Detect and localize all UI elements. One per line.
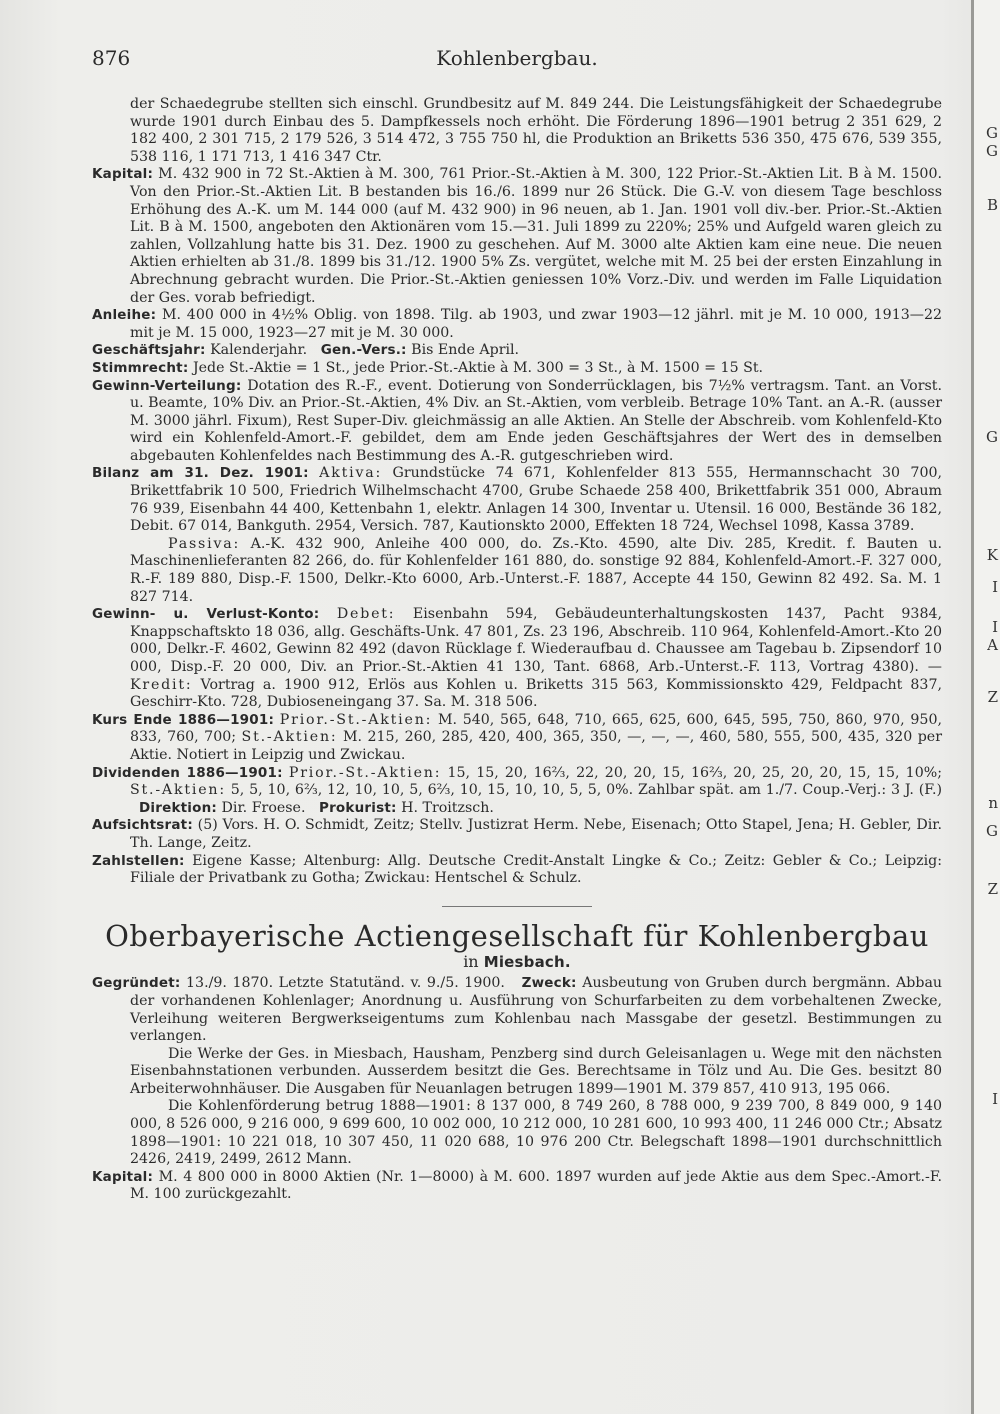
page-number: 876 [92,46,131,70]
aufsichtsrat-entry [92,817,942,852]
bilanz-passiva-label: Passiva: [168,535,241,552]
anleihe-label: Anleihe: [92,307,157,324]
guv-kredit-text: Vortrag a. 1900 912, Erlös aus Kohlen u. Briketts 315 563, Kommissionskto 429, Feldpacht 837, Geschirr-Kto. 728, Dubioseneingang 37. Sa. M. 318 506. [130,676,942,711]
geschaeftsjahr-entry [92,342,942,360]
guv-debet-label: Debet: [336,606,396,623]
dividenden-entry [92,765,942,818]
place-name: Miesbach. [483,952,571,971]
div-st-text: 5, 5, 10, 6⅔, 12, 10, 10, 5, 6⅔, 10, 15, 10, 10, 5, 5, 0%. Zahlbar spät. am 1./7. Coup.-Verj.: 3 J. (F.) [230,782,942,799]
gegruendet-entry [92,975,942,1045]
kapital2-entry [92,1169,942,1204]
guv-debet-text: Eisenbahn 594, Gebäudeunterhaltungskosten 1437, Pacht 9384, Knappschaftskto 18 036, allg. Geschäfts-Unk. 47 801, Zs. 23 196, Abschreib. 110 964, Kohlenfeld-Amort.-Kto 20 000, Delkr.-F. 4602, Gewinn 82 492 (davon Rücklage f. Wiederaufbau d. Chaussee am Tagebau b. Zipsendorf 10 000, Disp.-F. 20 000, Div. an Prior.-St.-Aktien 41 130, Tant. 6868, Arb.-Unterst.-F. 113, Vortrag 4380). — [130,606,943,675]
dividenden-label: Dividenden 1886—1901: [92,764,283,781]
page-content [92,96,942,1204]
section-divider [442,906,592,907]
stimmrecht-text: Jede St.-Aktie = 1 St., jede Prior.-St.-Aktie à M. 300 = 3 St., à M. 1500 = 15 St. [192,359,764,376]
stimmrecht-label: Stimmrecht: [92,359,189,376]
margin-letter: I [992,1090,998,1108]
zahlstellen-entry [92,853,942,888]
place-prefix: in [463,951,479,971]
bilanz-label: Bilanz am 31. Dez. 1901: [92,465,309,482]
kapital-entry [92,166,942,307]
anleihe-entry [92,307,942,342]
kurs-prior-text: M. 540, 565, 648, 710, 665, 625, 600, 645, 595, 750, 860, 970, 950, 833, 760, 700; [130,711,942,746]
gewinnverteilung-text: Dotation des R.-F., event. Dotierung von Sonderrücklagen, bis 7½% vertragsm. Tant. an Vorst. u. Beamte, 10% Div. an Prior.-St.-Aktien, 4% Div. an St.-Aktien, vom verbleib. Betrage 10% Tant. an A.-R. (ausser M. 3000 jährl. Fixum), Rest Super-Div. gleichmässig an alle Aktien. An Stelle der Abschreib. vom Kohlenfeld-Kto wird ein Kohlenfeld-Amort.-F. gebildet, dem am Ende jeden Geschäftsjahres der Wert des in demselben abgebauten Kohlenfeldes nach Bestimmung des A.-R. gutgeschrieben wird. [130,377,942,464]
company-place [92,953,942,972]
stimmrecht-entry [92,360,942,378]
geschaeftsjahr-text: Kalenderjahr. [210,342,308,359]
kapital-text: M. 432 900 in 72 St.-Aktien à M. 300, 761 Prior.-St.-Aktien à M. 300, 122 Prior.-St.-Aktien Lit. B à M. 1500. Von den Prior.-St.-Aktien Lit. B bestanden bis 16./6. 1899 nur 26 Stück. Die G.-V. von diesem Tage beschloss Erhöhung des A.-K. um M. 144 000 (auf M. 432 900) in 96 neuen, ab 1. Jan. 1901 voll div.-ber. Prior.-St.-Aktien Lit. B à M. 1500, angeboten den Aktionären vom 15.—31. Juli 1899 zu 220%; 25% und Aufgeld waren gleich zu zahlen, Vollzahlung hatte bis 31. Dez. 1900 zu geschehen. Auf M. 3000 alte Aktien kam eine neue. Die neuen Aktien erhielten ab 31./8. 1899 bis 31./12. 1900 5% Zs. vergütet, welche mit M. 25 bei der ersten Einzahlung in Abrechnung gebracht wurden. Die Prior.-St.-Aktien geniessen 10% Vorz.-Div. und werden im Falle Liquidation der Ges. vorab befriedigt. [130,166,942,306]
gutter-line [971,0,974,1414]
bilanz-passiva-entry [92,536,942,606]
geschaeftsjahr-label: Geschäftsjahr: [92,342,206,359]
genvers-text: Bis Ende April. [411,342,520,359]
werke-paragraph: Die Werke der Ges. in Miesbach, Hausham, Penzberg sind durch Geleisanlagen u. Wege mit den nächsten Eisenbahnstationen verbunden. Ausserdem besitzt die Ges. Berechtsame in Tölz und Au. Die Ges. besitzt 80 Arbeiterwohnhäuser. Die Ausgaben für Neuanlagen betrugen 1899—1901 M. 379 857, 410 913, 195 066. [130,1045,942,1097]
genvers-label: Gen.-Vers.: [320,342,407,359]
guv-label: Gewinn- u. Verlust-Konto: [92,606,320,623]
zahlstellen-label: Zahlstellen: [92,852,185,869]
intro-paragraph: der Schaedegrube stellten sich einschl. Grundbesitz auf M. 849 244. Die Leistungsfähigkeit der Schaedegrube wurde 1901 durch Einbau des 5. Dampfkessels noch erhöht. Die Förderung 1896—1901 betrug 2 351 629, 2 182 400, 2 301 715, 2 179 526, 3 514 472, 3 755 750 hl, die Produktion an Briketts 536 350, 475 676, 539 355, 538 116, 1 171 713, 1 416 347 Ctr. [130,96,942,165]
margin-letter: I [992,618,998,636]
aufsichtsrat-label: Aufsichtsrat: [92,817,193,834]
kurs-st-label: St.-Aktien: [241,729,338,746]
div-st-label: St.-Aktien: [130,782,226,799]
gegruendet-text: 13./9. 1870. Letzte Statutänd. v. 9./5. 1900. [186,975,505,992]
gewinnverteilung-label: Gewinn-Verteilung: [92,377,242,394]
gewinnverteilung-entry [92,378,942,466]
kurs-prior-label: Prior.-St.-Aktien: [279,711,433,728]
page-header [92,46,942,76]
margin-letter: G [986,822,998,840]
direktion-label: Direktion: [139,799,218,816]
guv-entry [92,606,942,712]
aufsichtsrat-text: (5) Vors. H. O. Schmidt, Zeitz; Stellv. Justizrat Herm. Nebe, Eisenach; Otto Stapel, Jena; H. Gebler, Dir. Th. Lange, Zeitz. [130,817,942,851]
margin-letter: G [986,142,998,160]
kurs-entry [92,712,942,765]
kapital2-text: M. 4 800 000 in 8000 Aktien (Nr. 1—8000) à M. 600. 1897 wurden auf jede Aktie aus dem Spec.-Amort.-F. M. 100 zurückgezahlt. [130,1168,942,1203]
prokurist-label: Prokurist: [318,799,397,816]
anleihe-text: M. 400 000 in 4½% Oblig. von 1898. Tilg. ab 1903, und zwar 1903—12 jährl. mit je M. 10 000, 1913—22 mit je M. 15 000, 1923—27 mit je M. 30 000. [130,307,942,341]
gegruendet-label: Gegründet: [92,975,181,992]
foerderung-paragraph: Die Kohlenförderung betrug 1888—1901: 8 137 000, 8 749 260, 8 788 000, 9 239 700, 8 849 000, 9 140 000, 8 526 000, 9 216 000, 9 699 600, 10 002 000, 10 212 000, 10 281 600, 10 993 400, 11 246 000 Ctr.; Absatz 1898—1901: 10 221 018, 10 307 450, 11 020 688, 10 976 200 Ctr. Belegschaft 1898—1901 durchschnittlich 2426, 2419, 2499, 2612 Mann. [130,1098,942,1168]
margin-letter: A [987,636,998,654]
kapital-label: Kapital: [92,166,154,183]
zweck-label: Zweck: [521,975,577,992]
bilanz-entry [92,465,942,535]
margin-letter: I [992,578,998,596]
div-prior-label: Prior.-St.-Aktien: [288,764,442,781]
margin-letter: G [986,428,998,446]
zahlstellen-text: Eigene Kasse; Altenburg: Allg. Deutsche Credit-Anstalt Lingke & Co.; Zeitz: Gebler & Co.; Leipzig: Filiale der Privatbank zu Gotha; Zwickau: Hentschel & Schulz. [130,852,943,887]
kurs-label: Kurs Ende 1886—1901: [92,711,275,728]
div-prior-text: 15, 15, 20, 16⅔, 22, 20, 20, 15, 16⅔, 20, 25, 20, 20, 15, 15, 10%; [447,764,942,781]
running-title: Kohlenbergbau. [436,46,598,70]
kurs-st-text: M. 215, 260, 285, 420, 400, 365, 350, —, —, —, 460, 580, 555, 500, 435, 320 per Aktie. Notiert in Leipzig und Zwickau. [130,729,942,763]
margin-letter: K [986,546,998,564]
kapital2-label: Kapital: [92,1168,154,1185]
margin-letter: B [986,196,998,214]
prokurist-text: H. Troitzsch. [401,799,494,816]
margin-letter: Z [987,880,998,898]
direktion-text: Dir. Froese. [221,799,306,816]
margin-letter: n [988,794,998,812]
guv-kredit-label: Kredit: [130,676,193,693]
bilanz-aktiva-label: Aktiva: [319,465,383,482]
bilanz-passiva-text: A.-K. 432 900, Anleihe 400 000, do. Zs.-Kto. 4590, alte Div. 285, Kredit. f. Bauten u. Maschinenlieferanten 82 266, do. für Kohlenfelder 161 880, do. sonstige 92 884, Kohlenfeld-Amort.-F. 327 000, R.-F. 189 880, Disp.-F. 1500, Delkr.-Kto 6000, Arb.-Unterst.-F. 1887, Accepte 44 150, Gewinn 82 492. Sa. M. 1 827 714. [130,535,942,605]
bilanz-aktiva-text: Grundstücke 74 671, Kohlenfelder 813 555, Hermannschacht 30 700, Brikettfabrik 10 500, Friedrich Wilhelmschacht 4700, Grube Schaede 258 400, Brikettfabrik 351 000, Abraum 76 939, Eisenbahn 44 400, Kettenbahn 1, elektr. Anlagen 14 300, Inventar u. Utensil. 16 000, Bestände 36 182, Debit. 67 014, Bankguth. 2954, Versich. 787, Kautionskto 2000, Effekten 18 724, Wechsel 1098, Kassa 3789. [130,465,943,535]
company-title: Oberbayerische Actiengesellschaft für Kohlenbergbau [105,918,929,953]
margin-letter: G [986,124,998,142]
margin-letter: Z [987,688,998,706]
zweck-text: Ausbeutung von Gruben durch bergmänn. Abbau der vorhandenen Kohlenlager; Anordnung u. Ausführung von Schurfarbeiten zu dem vorbehaltenen Zwecke, Verleihung weiteren Bergwerkseigentums zum Kohlenbau nach Massgabe der gesetzl. Bestimmungen zu verlangen. [130,975,943,1045]
